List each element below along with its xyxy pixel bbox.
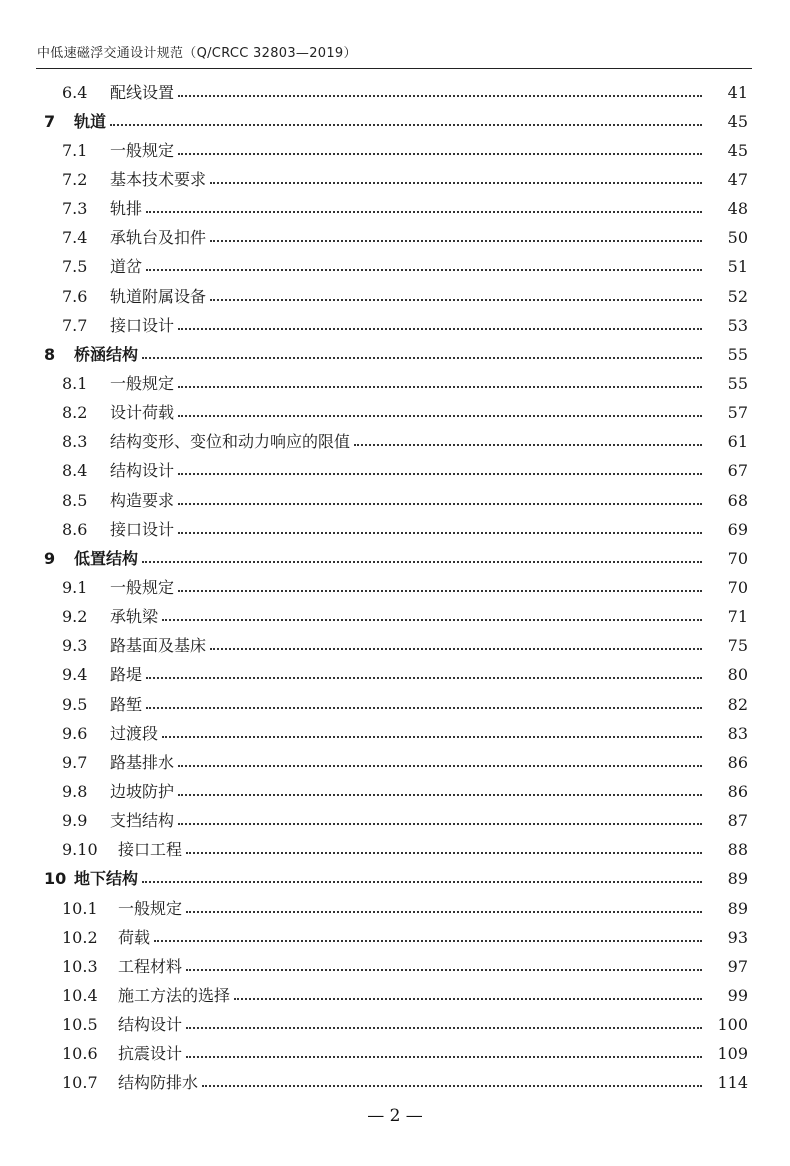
toc-entry-page: 55 xyxy=(727,344,748,364)
toc-entry-page: 55 xyxy=(727,373,748,393)
toc-entry-number: 7.6 xyxy=(62,286,88,306)
toc-section-entry[interactable] xyxy=(0,282,790,311)
running-header: 中低速磁浮交通设计规范（Q/CRCC 32803—2019） xyxy=(37,46,357,61)
toc-section-entry[interactable] xyxy=(0,399,790,428)
toc-entry-page: 82 xyxy=(727,694,748,714)
toc-entry-title: 构造要求 xyxy=(110,490,175,510)
toc-entry-number: 8.1 xyxy=(62,373,88,393)
toc-entry-title: 一般规定 xyxy=(110,577,175,597)
toc-section-entry[interactable] xyxy=(0,486,790,515)
toc-entry-page: 50 xyxy=(727,228,748,248)
toc-section-entry[interactable] xyxy=(0,777,790,806)
toc-chapter-entry[interactable] xyxy=(0,865,790,894)
toc-entry-number: 9 xyxy=(44,548,56,568)
toc-entry-page: 114 xyxy=(717,1073,748,1093)
toc-entry-number: 7.1 xyxy=(62,140,88,160)
toc-section-entry[interactable] xyxy=(0,515,790,544)
dot-leader xyxy=(178,503,702,505)
toc-entry-page: 83 xyxy=(727,723,748,743)
dot-leader xyxy=(178,590,702,592)
toc-entry-title: 结构设计 xyxy=(110,461,175,481)
toc-section-entry[interactable] xyxy=(0,719,790,748)
toc-entry-number: 8 xyxy=(44,344,56,364)
toc-entry-number: 10.6 xyxy=(62,1044,98,1064)
toc-entry-title: 接口工程 xyxy=(118,840,183,860)
toc-entry-title: 路基面及基床 xyxy=(110,636,207,656)
toc-section-entry[interactable] xyxy=(0,165,790,194)
dot-leader xyxy=(210,299,702,301)
toc-section-entry[interactable] xyxy=(0,311,790,340)
dot-leader xyxy=(186,1027,702,1029)
toc-entry-page: 57 xyxy=(727,403,748,423)
dot-leader xyxy=(178,386,702,388)
toc-section-entry[interactable] xyxy=(0,1069,790,1098)
toc-entry-title: 地下结构 xyxy=(74,869,139,889)
toc-section-entry[interactable] xyxy=(0,224,790,253)
toc-entry-number: 8.5 xyxy=(62,490,88,510)
toc-entry-number: 10.5 xyxy=(62,1015,98,1035)
toc-entry-number: 7.4 xyxy=(62,228,88,248)
toc-entry-page: 87 xyxy=(727,811,748,831)
toc-entry-page: 89 xyxy=(727,898,748,918)
toc-entry-page: 45 xyxy=(727,140,748,160)
toc-entry-number: 8.6 xyxy=(62,519,88,539)
toc-entry-page: 88 xyxy=(727,840,748,860)
dot-leader xyxy=(146,269,702,271)
toc-entry-page: 70 xyxy=(727,577,748,597)
toc-entry-page: 47 xyxy=(727,169,748,189)
toc-section-entry[interactable] xyxy=(0,603,790,632)
toc-section-entry[interactable] xyxy=(0,573,790,602)
dot-leader xyxy=(210,648,702,650)
dot-leader xyxy=(146,211,702,213)
toc-entry-title: 一般规定 xyxy=(110,140,175,160)
toc-entry-title: 路基排水 xyxy=(110,752,175,772)
toc-section-entry[interactable] xyxy=(0,923,790,952)
toc-entry-title: 施工方法的选择 xyxy=(118,985,231,1005)
toc-entry-page: 99 xyxy=(727,985,748,1005)
dot-leader xyxy=(186,1056,702,1058)
toc-section-entry[interactable] xyxy=(0,136,790,165)
dot-leader xyxy=(178,328,702,330)
dot-leader xyxy=(178,794,702,796)
toc-entry-number: 9.1 xyxy=(62,577,88,597)
dot-leader xyxy=(162,619,702,621)
toc-entry-number: 10.7 xyxy=(62,1073,98,1093)
toc-entry-page: 61 xyxy=(727,432,748,452)
toc-entry-title: 一般规定 xyxy=(110,373,175,393)
toc-entry-title: 轨道 xyxy=(74,111,107,131)
dot-leader xyxy=(146,677,702,679)
toc-entry-page: 86 xyxy=(727,781,748,801)
toc-entry-number: 10.3 xyxy=(62,956,98,976)
toc-entry-page: 52 xyxy=(727,286,748,306)
dot-leader xyxy=(178,95,702,97)
toc-chapter-entry[interactable] xyxy=(0,544,790,573)
toc-entry-title: 荷载 xyxy=(118,927,151,947)
toc-entry-title: 承轨台及扣件 xyxy=(110,228,207,248)
toc-section-entry[interactable] xyxy=(0,195,790,224)
dot-leader xyxy=(178,153,702,155)
toc-entry-title: 低置结构 xyxy=(74,548,139,568)
toc-entry-title: 桥涵结构 xyxy=(74,344,139,364)
toc-entry-page: 100 xyxy=(717,1015,748,1035)
toc-entry-number: 8.4 xyxy=(62,461,88,481)
toc-entry-page: 71 xyxy=(727,607,748,627)
toc-entry-title: 支挡结构 xyxy=(110,811,175,831)
toc-entry-page: 97 xyxy=(727,956,748,976)
toc-entry-number: 7.7 xyxy=(62,315,88,335)
dot-leader xyxy=(186,911,702,913)
toc-entry-title: 轨道附属设备 xyxy=(110,286,207,306)
toc-chapter-entry[interactable] xyxy=(0,340,790,369)
toc-entry-page: 86 xyxy=(727,752,748,772)
toc-entry-title: 结构变形、变位和动力响应的限值 xyxy=(110,432,351,452)
toc-entry-number: 9.7 xyxy=(62,752,88,772)
toc-entry-number: 9.9 xyxy=(62,811,88,831)
dot-leader xyxy=(178,532,702,534)
toc-entry-title: 配线设置 xyxy=(110,82,175,102)
toc-section-entry[interactable] xyxy=(0,894,790,923)
toc-entry-number: 9.5 xyxy=(62,694,88,714)
toc-entry-title: 抗震设计 xyxy=(118,1044,183,1064)
toc-entry-page: 70 xyxy=(727,548,748,568)
toc-entry-number: 10.4 xyxy=(62,985,98,1005)
toc-entry-number: 7.2 xyxy=(62,169,88,189)
toc-entry-number: 8.2 xyxy=(62,403,88,423)
toc-section-entry[interactable] xyxy=(0,78,790,107)
toc-entry-number: 9.4 xyxy=(62,665,88,685)
toc-entry-page: 75 xyxy=(727,636,748,656)
dot-leader xyxy=(142,561,702,563)
toc-chapter-entry[interactable] xyxy=(0,107,790,136)
toc-entry-title: 路堑 xyxy=(110,694,143,714)
toc-section-entry[interactable] xyxy=(0,661,790,690)
toc-entry-page: 53 xyxy=(727,315,748,335)
toc-entry-title: 结构防排水 xyxy=(118,1073,199,1093)
header-divider xyxy=(36,68,752,69)
toc-entry-number: 9.3 xyxy=(62,636,88,656)
toc-entry-number: 9.10 xyxy=(62,840,98,860)
toc-entry-number: 9.8 xyxy=(62,781,88,801)
toc-section-entry[interactable] xyxy=(0,428,790,457)
toc-entry-title: 工程材料 xyxy=(118,956,183,976)
toc-section-entry[interactable] xyxy=(0,457,790,486)
dot-leader xyxy=(186,969,702,971)
dot-leader xyxy=(142,881,702,883)
toc-entry-title: 边坡防护 xyxy=(110,781,175,801)
toc-entry-page: 109 xyxy=(717,1044,748,1064)
dot-leader xyxy=(142,357,702,359)
toc-entry-title: 道岔 xyxy=(110,257,143,277)
toc-entry-number: 10 xyxy=(44,869,67,889)
toc-entry-number: 7 xyxy=(44,111,56,131)
toc-section-entry[interactable] xyxy=(0,690,790,719)
toc-entry-number: 7.5 xyxy=(62,257,88,277)
dot-leader xyxy=(202,1085,702,1087)
toc-section-entry[interactable] xyxy=(0,952,790,981)
toc-entry-number: 10.1 xyxy=(62,898,98,918)
toc-entry-title: 轨排 xyxy=(110,199,143,219)
dot-leader xyxy=(178,765,702,767)
dot-leader xyxy=(110,124,702,126)
toc-entry-number: 6.4 xyxy=(62,82,88,102)
toc-section-entry[interactable] xyxy=(0,632,790,661)
toc-entry-title: 过渡段 xyxy=(110,723,159,743)
toc-entry-title: 基本技术要求 xyxy=(110,169,207,189)
toc-entry-page: 68 xyxy=(727,490,748,510)
toc-entry-title: 结构设计 xyxy=(118,1015,183,1035)
toc-section-entry[interactable] xyxy=(0,981,790,1010)
toc-entry-page: 69 xyxy=(727,519,748,539)
toc-entry-page: 67 xyxy=(727,461,748,481)
dot-leader xyxy=(186,852,702,854)
toc-entry-page: 93 xyxy=(727,927,748,947)
toc-entry-title: 接口设计 xyxy=(110,519,175,539)
dot-leader xyxy=(178,415,702,417)
toc-entry-number: 10.2 xyxy=(62,927,98,947)
table-of-contents xyxy=(0,78,790,1098)
toc-section-entry[interactable] xyxy=(0,369,790,398)
toc-entry-page: 89 xyxy=(727,869,748,889)
toc-section-entry[interactable] xyxy=(0,836,790,865)
dot-leader xyxy=(210,182,702,184)
dot-leader xyxy=(178,473,702,475)
toc-entry-page: 45 xyxy=(727,111,748,131)
toc-entry-number: 7.3 xyxy=(62,199,88,219)
dot-leader xyxy=(354,444,702,446)
toc-entry-page: 48 xyxy=(727,199,748,219)
toc-entry-number: 9.6 xyxy=(62,723,88,743)
toc-section-entry[interactable] xyxy=(0,1040,790,1069)
toc-entry-title: 路堤 xyxy=(110,665,143,685)
page-number: — 2 — xyxy=(367,1106,423,1126)
toc-section-entry[interactable] xyxy=(0,1011,790,1040)
dot-leader xyxy=(210,240,702,242)
dot-leader xyxy=(178,823,702,825)
toc-section-entry[interactable] xyxy=(0,253,790,282)
dot-leader xyxy=(234,998,702,1000)
dot-leader xyxy=(162,736,702,738)
dot-leader xyxy=(146,707,702,709)
toc-entry-title: 承轨梁 xyxy=(110,607,159,627)
toc-section-entry[interactable] xyxy=(0,807,790,836)
toc-entry-page: 80 xyxy=(727,665,748,685)
toc-entry-number: 8.3 xyxy=(62,432,88,452)
toc-entry-title: 一般规定 xyxy=(118,898,183,918)
toc-section-entry[interactable] xyxy=(0,748,790,777)
toc-entry-page: 51 xyxy=(727,257,748,277)
toc-entry-number: 9.2 xyxy=(62,607,88,627)
toc-entry-title: 设计荷载 xyxy=(110,403,175,423)
dot-leader xyxy=(154,940,702,942)
toc-entry-title: 接口设计 xyxy=(110,315,175,335)
toc-entry-page: 41 xyxy=(727,82,748,102)
